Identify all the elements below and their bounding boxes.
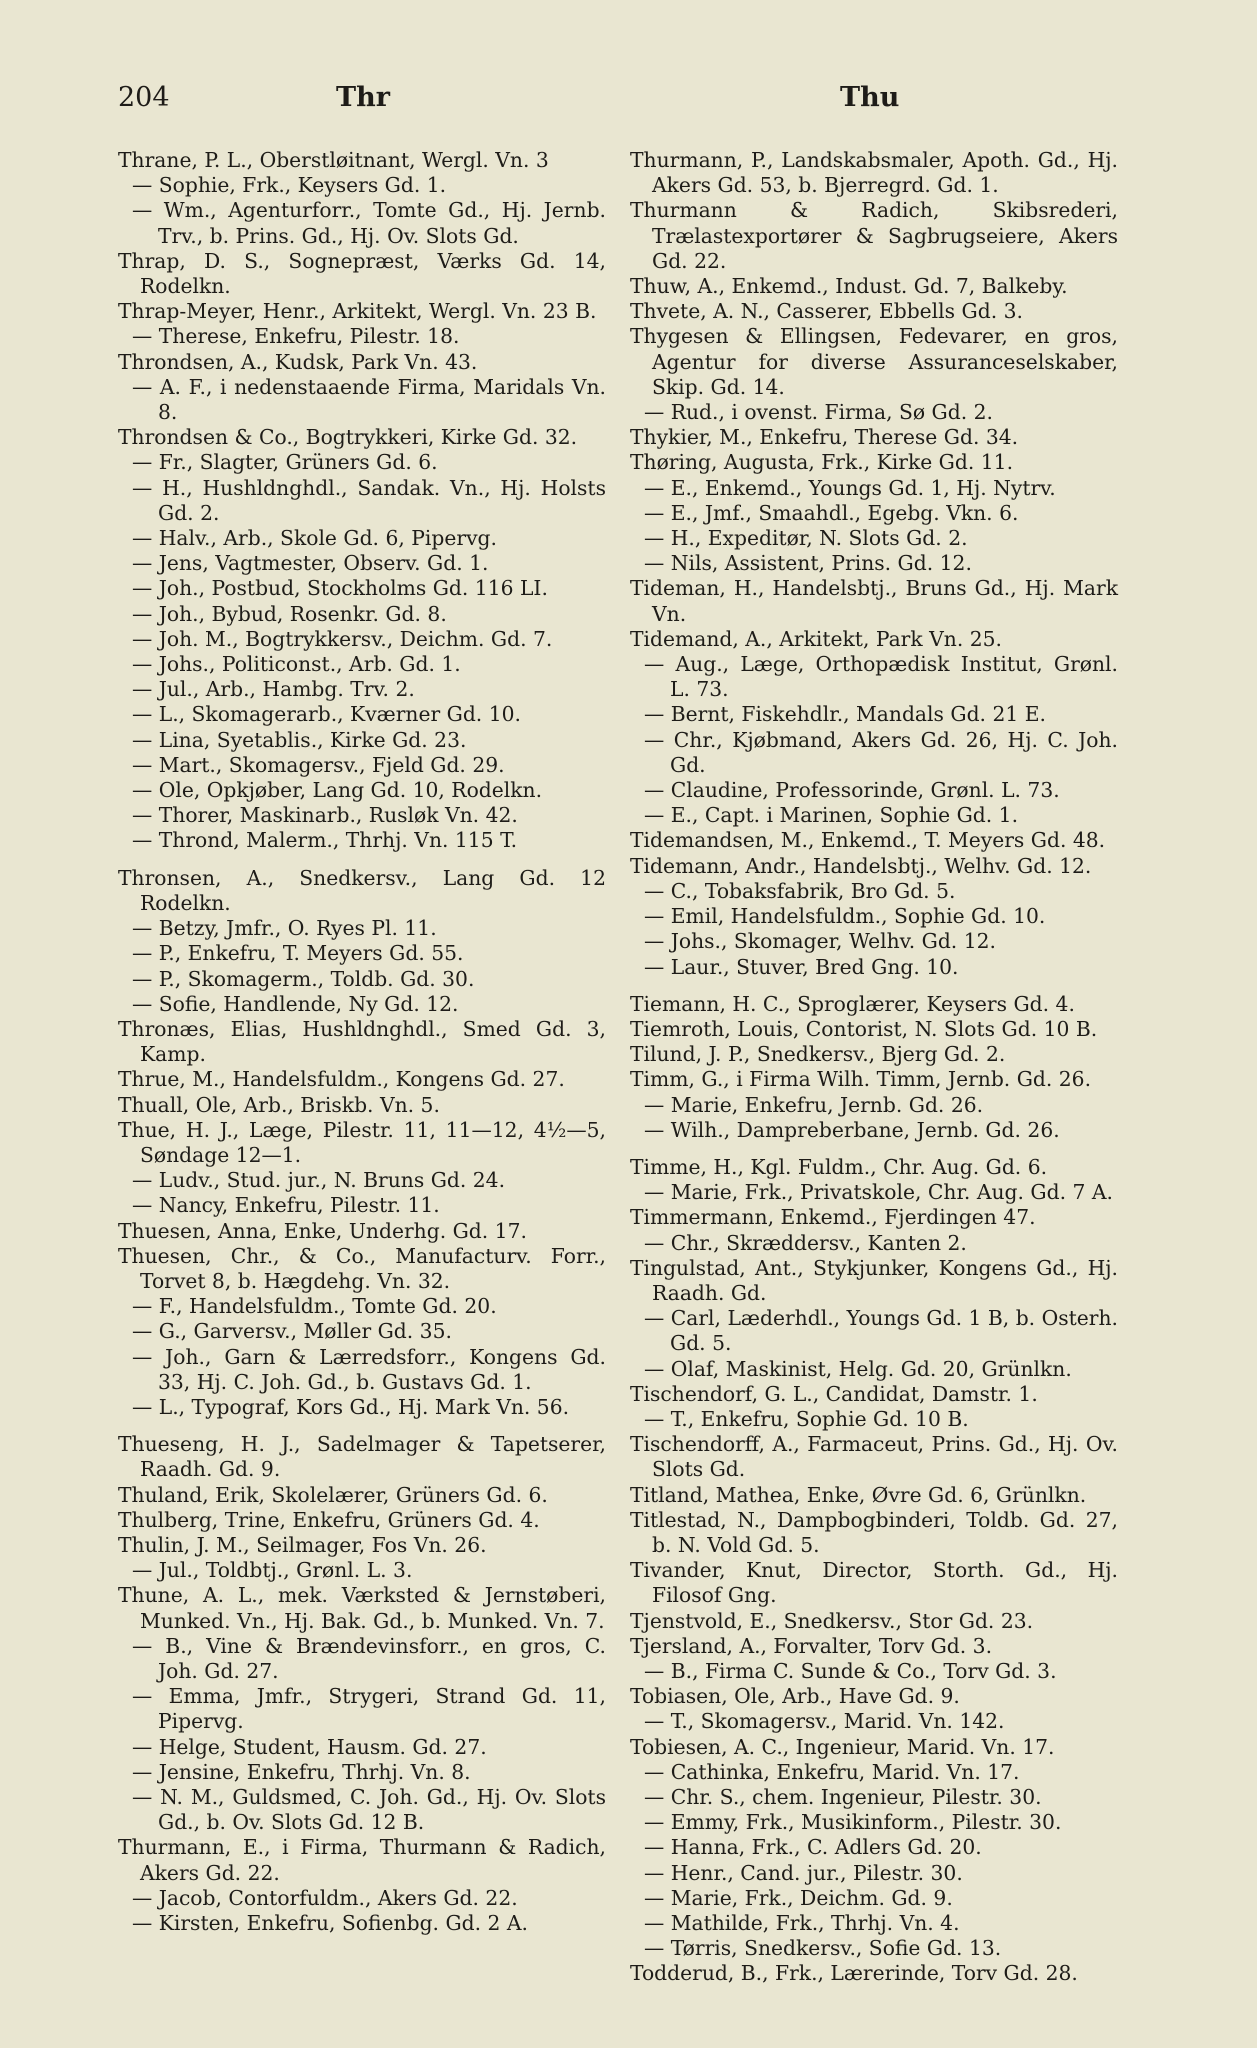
directory-entry: — Jul., Arb., Hambg. Trv. 2. — [132, 677, 415, 702]
directory-entry: — Betzy, Jmfr., O. Ryes Pl. 11. — [132, 916, 437, 941]
directory-entry: Thuw, A., Enkemd., Indust. Gd. 7, Balkeby. — [630, 274, 1068, 299]
directory-entry: — Claudine, Professorinde, Grønl. L. 73. — [644, 778, 1060, 803]
directory-entry: — Bernt, Fiskehdlr., Mandals Gd. 21 E. — [644, 702, 1046, 727]
directory-entry: — T., Enkefru, Sophie Gd. 10 B. — [644, 1406, 969, 1431]
directory-entry: — A. F., i nedenstaaende Firma, Maridals Vn. 8. — [132, 374, 606, 425]
directory-entry: — Ludv., Stud. jur., N. Bruns Gd. 24. — [132, 1168, 506, 1193]
directory-entry: — Nils, Assistent, Prins. Gd. 12. — [644, 551, 972, 576]
directory-entry: Thulin, J. M., Seilmager, Fos Vn. 26. — [118, 1532, 487, 1557]
directory-entry: Tidemandsen, M., Enkemd., T. Meyers Gd. 48. — [630, 828, 1106, 853]
directory-entry: Timmermann, Enkemd., Fjerdingen 47. — [630, 1205, 1036, 1230]
directory-entry: Thueseng, H. J., Sadelmager & Tapetserer, Raadh. Gd. 9. — [118, 1432, 606, 1482]
directory-entry: — L., Typograf, Kors Gd., Hj. Mark Vn. 56. — [132, 1394, 570, 1419]
directory-entry: — Nancy, Enkefru, Pilestr. 11. — [132, 1193, 440, 1218]
directory-entry: — H., Expeditør, N. Slots Gd. 2. — [644, 526, 968, 551]
directory-entry: — Joh., Garn & Lærredsforr., Kongens Gd. 33, Hj. C. Joh. Gd., b. Gustavs Gd. 1. — [132, 1344, 606, 1394]
directory-entry: — Aug., Læge, Orthopædisk Institut, Grønl. L. 73. — [644, 652, 1118, 702]
directory-entry: Tivander, Knut, Director, Storth. Gd., Hj. Filosof Gng. — [630, 1558, 1118, 1608]
directory-entry: Thrane, P. L., Oberstløitnant, Wergl. Vn. 3 — [118, 148, 549, 172]
directory-entry: — Tørris, Snedkersv., Sofie Gd. 13. — [644, 1936, 1002, 1961]
directory-entry: Tidemand, A., Arkitekt, Park Vn. 25. — [630, 626, 1002, 651]
directory-entry: — Kirsten, Enkefru, Sofienbg. Gd. 2 A. — [132, 1911, 528, 1936]
directory-entry: — P., Enkefru, T. Meyers Gd. 55. — [132, 941, 464, 966]
directory-entry: — B., Vine & Brændevinsforr., en gros, C. Joh. Gd. 27. — [132, 1633, 606, 1683]
right-column — [630, 148, 1118, 1987]
directory-entry: Tiemroth, Louis, Contorist, N. Slots Gd. 10 B. — [630, 1016, 1098, 1041]
directory-entry: — Emma, Jmfr., Strygeri, Strand Gd. 11, Pipervg. — [132, 1684, 606, 1734]
directory-entry: Tobiasen, Ole, Arb., Have Gd. 9. — [630, 1684, 960, 1709]
directory-entry: — Emmy, Frk., Musikinform., Pilestr. 30. — [644, 1810, 1062, 1835]
directory-entry: — Marie, Frk., Deichm. Gd. 9. — [644, 1885, 953, 1910]
directory-entry: — F., Handelsfuldm., Tomte Gd. 20. — [132, 1294, 497, 1319]
directory-entry: Thue, H. J., Læge, Pilestr. 11, 11—12, 4½—5, Søndage 12—1. — [118, 1117, 606, 1167]
directory-entry: — Thorer, Maskinarb., Rusløk Vn. 42. — [132, 803, 518, 828]
directory-entry: — E., Capt. i Marinen, Sophie Gd. 1. — [644, 803, 1019, 828]
directory-entry: Thuland, Erik, Skolelærer, Grüners Gd. 6. — [118, 1482, 548, 1507]
directory-entry: — Joh., Postbud, Stockholms Gd. 116 LI. — [132, 576, 548, 601]
directory-entry: — Helge, Student, Hausm. Gd. 27. — [132, 1734, 487, 1759]
directory-entry: Todderud, B., Frk., Lærerinde, Torv Gd. 28. — [630, 1961, 1078, 1986]
directory-entry: Thune, A. L., mek. Værksted & Jernstøberi, Munked. Vn., Hj. Bak. Gd., b. Munked. Vn. 7. — [118, 1583, 606, 1633]
directory-entry: — Mart., Skomagersv., Fjeld Gd. 29. — [132, 752, 505, 777]
directory-entry: — Olaf, Maskinist, Helg. Gd. 20, Grünlkn. — [644, 1356, 1072, 1381]
directory-entry: — Sophie, Frk., Keysers Gd. 1. — [132, 173, 447, 198]
directory-entry: — Henr., Cand. jur., Pilestr. 30. — [644, 1860, 963, 1885]
directory-entry: Thronæs, Elias, Hushldnghdl., Smed Gd. 3, Kamp. — [118, 1016, 606, 1067]
directory-entry: — Wilh., Dampreberbane, Jernb. Gd. 26. — [644, 1117, 1060, 1142]
directory-entry: — Therese, Enkefru, Pilestr. 18. — [132, 324, 460, 349]
directory-entry: — Emil, Handelsfuldm., Sophie Gd. 10. — [644, 904, 1046, 929]
directory-entry: Tischendorf, G. L., Candidat, Damstr. 1. — [630, 1381, 1038, 1406]
page-number: 204 — [118, 82, 170, 113]
directory-entry: Tischendorff, A., Farmaceut, Prins. Gd., Hj. Ov. Slots Gd. — [630, 1432, 1118, 1482]
directory-entry: — Rud., i ovenst. Firma, Sø Gd. 2. — [644, 400, 993, 425]
directory-entry: — Marie, Enkefru, Jernb. Gd. 26. — [644, 1092, 984, 1117]
directory-entry: Throndsen & Co., Bogtrykkeri, Kirke Gd. 32. — [118, 425, 578, 450]
directory-entry: — Sofie, Handlende, Ny Gd. 12. — [132, 991, 459, 1016]
directory-entry: — Jens, Vagtmester, Observ. Gd. 1. — [132, 551, 489, 576]
directory-entry: Tiemann, H. C., Sproglærer, Keysers Gd. 4. — [630, 991, 1075, 1016]
directory-entry: — Jensine, Enkefru, Thrhj. Vn. 8. — [132, 1759, 471, 1784]
page-header — [118, 82, 1157, 122]
directory-entry: — Johs., Skomager, Welhv. Gd. 12. — [644, 929, 996, 954]
directory-entry: Titlestad, N., Dampbogbinderi, Toldb. Gd. 27, b. N. Vold Gd. 5. — [630, 1507, 1118, 1557]
directory-entry: Thronsen, A., Snedkersv., Lang Gd. 12 Rodelkn. — [118, 865, 606, 915]
directory-entry: Thurmann, P., Landskabsmaler, Apoth. Gd., Hj. Akers Gd. 53, b. Bjerregrd. Gd. 1. — [630, 148, 1118, 198]
directory-entry: — G., Garversv., Møller Gd. 35. — [132, 1319, 452, 1344]
directory-entry: — Chr., Kjøbmand, Akers Gd. 26, Hj. C. Joh. Gd. — [644, 727, 1118, 777]
directory-entry: — Wm., Agenturforr., Tomte Gd., Hj. Jernb. Trv., b. Prins. Gd., Hj. Ov. Slots Gd. — [132, 198, 606, 248]
directory-entry: Throndsen, A., Kudsk, Park Vn. 43. — [118, 349, 478, 374]
directory-entry: — Jacob, Contorfuldm., Akers Gd. 22. — [132, 1885, 518, 1910]
directory-entry: — Marie, Frk., Privatskole, Chr. Aug. Gd. 7 A. — [644, 1180, 1113, 1205]
directory-entry: Tilund, J. P., Snedkersv., Bjerg Gd. 2. — [630, 1042, 1006, 1067]
directory-entry: Thvete, A. N., Casserer, Ebbells Gd. 3. — [630, 299, 1023, 324]
directory-entry: — H., Hushldnghdl., Sandak. Vn., Hj. Holsts Gd. 2. — [132, 475, 606, 525]
directory-entry: — Laur., Stuver, Bred Gng. 10. — [644, 954, 959, 979]
directory-entry: — Halv., Arb., Skole Gd. 6, Pipervg. — [132, 526, 497, 551]
directory-entry: Thrap, D. S., Sognepræst, Værks Gd. 14, Rodelkn. — [118, 248, 606, 299]
directory-entry: Timm, G., i Firma Wilh. Timm, Jernb. Gd. 26. — [630, 1067, 1092, 1092]
directory-entry: Tidemann, Andr., Handelsbtj., Welhv. Gd. 12. — [630, 853, 1092, 878]
directory-entry: — Joh., Bybud, Rosenkr. Gd. 8. — [132, 601, 447, 626]
directory-entry: — P., Skomagerm., Toldb. Gd. 30. — [132, 966, 475, 991]
directory-entry: Thuesen, Anna, Enke, Underhg. Gd. 17. — [118, 1218, 527, 1243]
header-right-word: Thu — [840, 82, 900, 113]
directory-entry: Thrue, M., Handelsfuldm., Kongens Gd. 27. — [118, 1067, 565, 1092]
directory-entry: — B., Firma C. Sunde & Co., Torv Gd. 3. — [644, 1658, 1057, 1683]
directory-entry: Titland, Mathea, Enke, Øvre Gd. 6, Grünlkn. — [630, 1482, 1087, 1507]
directory-entry: Thulberg, Trine, Enkefru, Grüners Gd. 4. — [118, 1507, 540, 1532]
directory-entry: — Fr., Slagter, Grüners Gd. 6. — [132, 450, 438, 475]
directory-entry: — Ole, Opkjøber, Lang Gd. 10, Rodelkn. — [132, 778, 543, 803]
directory-entry: Tobiesen, A. C., Ingenieur, Marid. Vn. 17. — [630, 1734, 1055, 1759]
directory-entry: — Chr., Skræddersv., Kanten 2. — [644, 1230, 967, 1255]
directory-entry: Tjersland, A., Forvalter, Torv Gd. 3. — [630, 1633, 993, 1658]
directory-entry: Thuall, Ole, Arb., Briskb. Vn. 5. — [118, 1092, 440, 1117]
directory-entry: — C., Tobaksfabrik, Bro Gd. 5. — [644, 878, 956, 903]
directory-entry: — Carl, Læderhdl., Youngs Gd. 1 B, b. Osterh. Gd. 5. — [644, 1306, 1118, 1356]
directory-entry: — Cathinka, Enkefru, Marid. Vn. 17. — [644, 1759, 1020, 1784]
directory-entry: Thurmann & Radich, Skibsrederi, Trælastexportører & Sagbrugseiere, Akers Gd. 22. — [630, 198, 1118, 273]
header-left-word: Thr — [336, 82, 390, 113]
left-column — [118, 148, 606, 1936]
directory-entry: — Thrond, Malerm., Thrhj. Vn. 115 T. — [132, 828, 518, 853]
directory-entry: Thykier, M., Enkefru, Therese Gd. 34. — [630, 425, 1019, 450]
directory-entry: — Joh. M., Bogtrykkersv., Deichm. Gd. 7. — [132, 626, 553, 651]
directory-entry: — E., Jmf., Smaahdl., Egebg. Vkn. 6. — [644, 500, 1019, 525]
directory-entry: — Jul., Toldbtj., Grønl. L. 3. — [132, 1558, 413, 1583]
directory-entry: — L., Skomagerarb., Kværner Gd. 10. — [132, 702, 521, 727]
directory-entry: — Mathilde, Frk., Thrhj. Vn. 4. — [644, 1911, 960, 1936]
directory-entry: Thurmann, E., i Firma, Thurmann & Radich, Akers Gd. 22. — [118, 1835, 606, 1885]
directory-entry: — Lina, Syetablis., Kirke Gd. 23. — [132, 727, 467, 752]
directory-entry: — T., Skomagersv., Marid. Vn. 142. — [644, 1709, 1005, 1734]
directory-entry: — Johs., Politiconst., Arb. Gd. 1. — [132, 652, 461, 677]
directory-entry: Tideman, H., Handelsbtj., Bruns Gd., Hj. Mark Vn. — [630, 576, 1118, 626]
directory-entry: Thøring, Augusta, Frk., Kirke Gd. 11. — [630, 450, 1014, 475]
directory-entry: Tjenstvold, E., Snedkersv., Stor Gd. 23. — [630, 1608, 1034, 1633]
directory-entry: Timme, H., Kgl. Fuldm., Chr. Aug. Gd. 6. — [630, 1154, 1048, 1179]
directory-entry: Thrap-Meyer, Henr., Arkitekt, Wergl. Vn. 23 B. — [118, 299, 597, 324]
directory-entry: Thuesen, Chr., & Co., Manufacturv. Forr., Torvet 8, b. Hægdehg. Vn. 32. — [118, 1243, 606, 1293]
directory-entry: Tingulstad, Ant., Stykjunker, Kongens Gd., Hj. Raadh. Gd. — [630, 1255, 1118, 1305]
directory-entry: — Chr. S., chem. Ingenieur, Pilestr. 30. — [644, 1785, 1042, 1809]
directory-entry: — E., Enkemd., Youngs Gd. 1, Hj. Nytrv. — [644, 475, 1056, 500]
directory-entry: Thygesen & Ellingsen, Fedevarer, en gros, Agentur for diverse Assuranceselskaber, Skip. Gd. 14. — [630, 324, 1118, 399]
directory-entry: — N. M., Guldsmed, C. Joh. Gd., Hj. Ov. Slots Gd., b. Ov. Slots Gd. 12 B. — [132, 1785, 606, 1835]
directory-entry: — Hanna, Frk., C. Adlers Gd. 20. — [644, 1835, 982, 1860]
